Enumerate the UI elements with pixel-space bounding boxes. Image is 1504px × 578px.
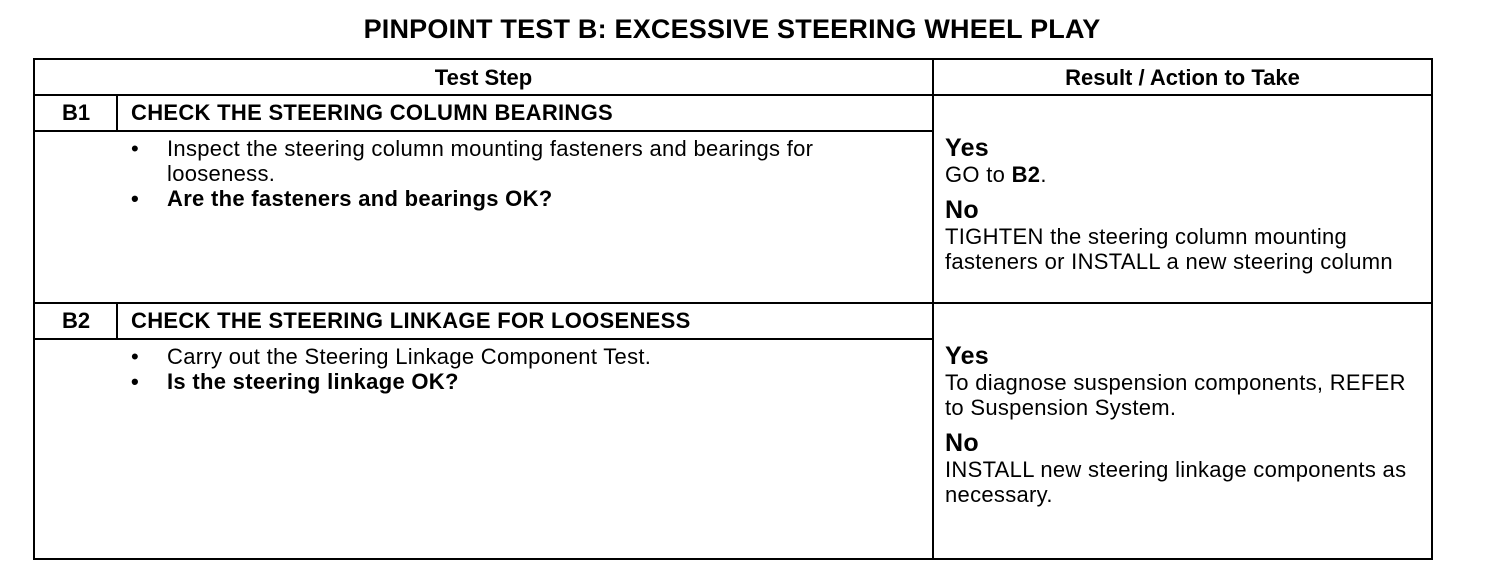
step-b1-instructions: [125, 136, 905, 211]
list-item: [125, 136, 905, 186]
yes-label: Yes: [945, 342, 990, 370]
list-item: [125, 369, 905, 394]
yes-action: [945, 370, 1415, 420]
step-title-divider-b1: [35, 130, 933, 132]
step-title-divider-b2: [35, 338, 933, 340]
step-title-b1: CHECK THE STEERING COLUMN BEARINGS: [131, 100, 613, 125]
step-title-b2: CHECK THE STEERING LINKAGE FOR LOOSENESS: [131, 308, 691, 333]
list-item: [125, 186, 905, 211]
column-divider: [932, 60, 934, 560]
bullet-icon: •: [131, 186, 140, 211]
step-reference-link[interactable]: B2: [1011, 162, 1041, 187]
header-test-step: Test Step: [434, 65, 533, 90]
step-b1-result: [945, 134, 1415, 274]
step-b2-question: Is the steering linkage OK?: [167, 369, 459, 394]
step-b2-result: [945, 342, 1415, 507]
yes-action: [945, 162, 1415, 187]
yes-action-suffix: .: [1169, 395, 1177, 420]
no-label: No: [945, 196, 979, 224]
step-b2-instructions: [125, 344, 905, 394]
bullet-icon: •: [131, 344, 140, 369]
list-item: [125, 344, 905, 369]
step-b2-instruction: Carry out the Steering Linkage Component Test.: [167, 344, 652, 369]
no-label: No: [945, 429, 979, 457]
bullet-icon: •: [131, 136, 140, 161]
step-id-b1: B1: [61, 100, 91, 125]
header-result-action: Result / Action to Take: [1065, 65, 1300, 90]
section-reference-link[interactable]: Suspension System: [970, 395, 1170, 420]
step-b1-instruction: Inspect the steering column mounting fasteners and bearings for looseness.: [167, 136, 814, 186]
yes-label: Yes: [945, 134, 990, 162]
yes-action-text: GO to: [945, 162, 1012, 187]
step-b1-question: Are the fasteners and bearings OK?: [167, 186, 553, 211]
no-action: INSTALL new steering linkage components as necessary.: [945, 457, 1407, 507]
yes-action-text: To diagnose suspension components, REFER to: [945, 370, 1406, 420]
no-action: TIGHTEN the steering column mounting fasteners or INSTALL a new steering column: [945, 224, 1393, 274]
pinpoint-test-table: [33, 58, 1433, 560]
bullet-icon: •: [131, 369, 140, 394]
page-title: PINPOINT TEST B: EXCESSIVE STEERING WHEEL PLAY: [363, 14, 1101, 44]
yes-action-suffix: .: [1040, 162, 1047, 187]
step-id-b2: B2: [61, 308, 91, 333]
